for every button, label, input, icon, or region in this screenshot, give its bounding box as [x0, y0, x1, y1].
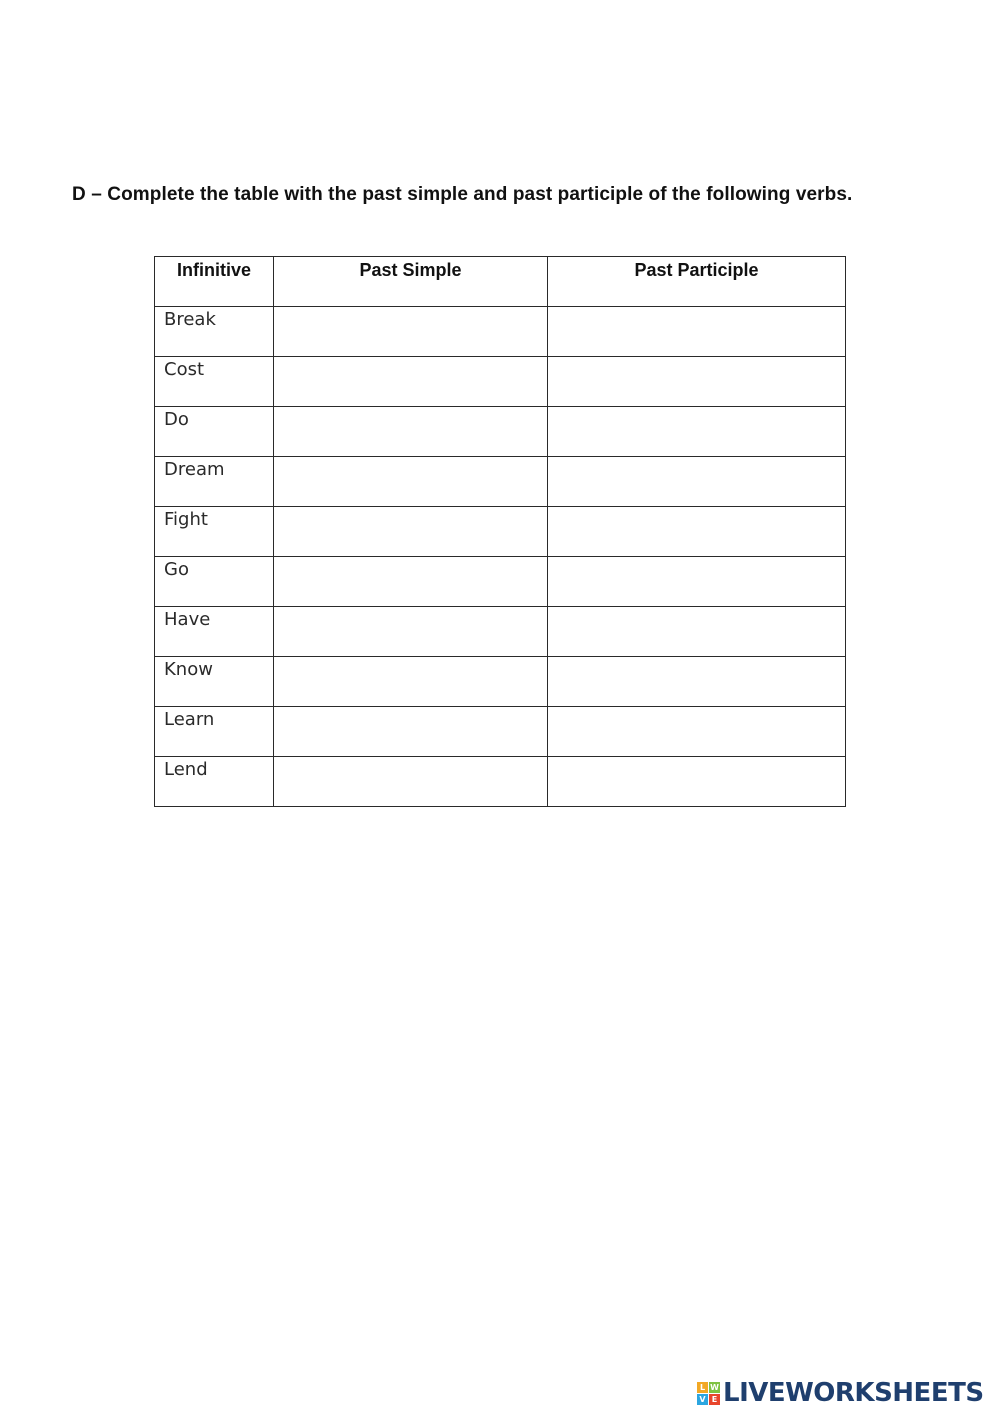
table-row: [155, 607, 846, 657]
verb-table: [154, 256, 846, 807]
past-participle-cell[interactable]: [548, 757, 846, 807]
infinitive-cell: Dream: [155, 457, 274, 507]
infinitive-cell: Do: [155, 407, 274, 457]
logo-mark-tile: V: [697, 1394, 708, 1405]
table-row: [155, 757, 846, 807]
instruction-text: D – Complete the table with the past simple and past participle of the following verbs.: [72, 184, 853, 205]
table-row: [155, 457, 846, 507]
table-row: [155, 557, 846, 607]
past-simple-cell[interactable]: [274, 657, 548, 707]
past-participle-cell[interactable]: [548, 657, 846, 707]
past-simple-cell[interactable]: [274, 757, 548, 807]
infinitive-cell: Cost: [155, 357, 274, 407]
infinitive-cell: Break: [155, 307, 274, 357]
table-header-row: [155, 257, 846, 307]
logo-text: LIVEWORKSHEETS: [723, 1378, 984, 1408]
past-simple-cell[interactable]: [274, 557, 548, 607]
past-simple-cell[interactable]: [274, 607, 548, 657]
past-participle-cell[interactable]: [548, 607, 846, 657]
column-header-infinitive: Infinitive: [155, 257, 274, 307]
past-simple-cell[interactable]: [274, 407, 548, 457]
past-simple-cell[interactable]: [274, 507, 548, 557]
past-participle-cell[interactable]: [548, 707, 846, 757]
column-header-past-simple: Past Simple: [274, 257, 548, 307]
past-simple-cell[interactable]: [274, 457, 548, 507]
past-participle-cell[interactable]: [548, 407, 846, 457]
logo-mark-tile: L: [697, 1382, 708, 1393]
past-participle-cell[interactable]: [548, 307, 846, 357]
infinitive-cell: Know: [155, 657, 274, 707]
infinitive-cell: Fight: [155, 507, 274, 557]
table-row: [155, 407, 846, 457]
column-header-past-participle: Past Participle: [548, 257, 846, 307]
logo-mark-tile: W: [710, 1382, 719, 1392]
table-row: [155, 307, 846, 357]
past-participle-cell[interactable]: [548, 457, 846, 507]
table-row: [155, 707, 846, 757]
table-row: [155, 507, 846, 557]
past-participle-cell[interactable]: [548, 557, 846, 607]
infinitive-cell: Lend: [155, 757, 274, 807]
past-simple-cell[interactable]: [274, 357, 548, 407]
past-participle-cell[interactable]: [548, 507, 846, 557]
table-row: [155, 657, 846, 707]
infinitive-cell: Go: [155, 557, 274, 607]
past-simple-cell[interactable]: [274, 307, 548, 357]
table-row: [155, 357, 846, 407]
past-participle-cell[interactable]: [548, 357, 846, 407]
liveworksheets-logo-icon: [697, 1382, 720, 1405]
infinitive-cell: Have: [155, 607, 274, 657]
past-simple-cell[interactable]: [274, 707, 548, 757]
infinitive-cell: Learn: [155, 707, 274, 757]
liveworksheets-logo: [697, 1378, 984, 1408]
logo-mark-tile: E: [709, 1394, 720, 1405]
